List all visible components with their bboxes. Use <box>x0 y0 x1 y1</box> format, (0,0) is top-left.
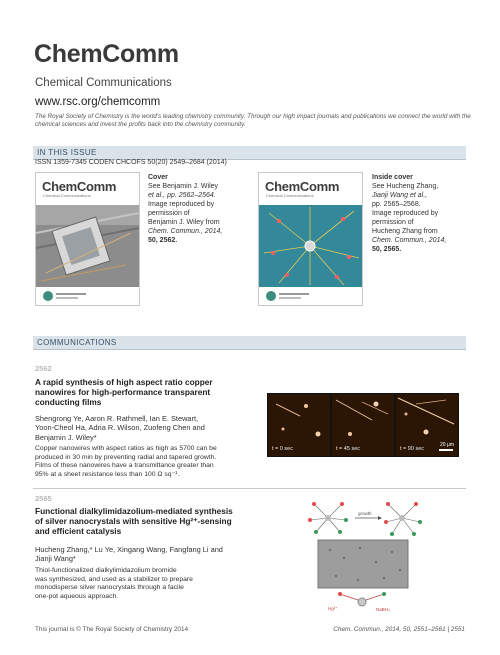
cover-image[interactable] <box>35 172 140 306</box>
article-authors-line: Shengrong Ye, Aaron R. Rathmell, Ian E. Stewart, <box>35 414 199 423</box>
article-title-line: of silver nanocrystals with sensitive Hg²⁺-sensing <box>35 516 232 526</box>
synthesis-scheme-figure <box>300 498 425 616</box>
cover-artwork <box>36 173 139 305</box>
growth-label: growth <box>358 511 372 516</box>
footer-copyright: This journal is © The Royal Society of Chemistry 2014 <box>35 626 189 633</box>
inside-cover-caption-heading: Inside cover <box>372 174 413 181</box>
article-abstract-line: was synthesized, and used as a stabilizer to prepare <box>35 575 193 583</box>
inside-cover-caption-line: Chem. Commun., 2014, <box>372 237 447 244</box>
article-abstract-line: one-pot aqueous approach. <box>35 592 119 600</box>
footer-citation: Chem. Commun., 2014, 50, 2551–2561 | 2551 <box>333 626 465 633</box>
cover-caption-line: Benjamin J. Wiley from <box>148 219 220 226</box>
issn-line: ISSN 1359-7345 CODEN CHCOFS 50(20) 2549–2684 (2014) <box>35 159 227 166</box>
article-authors-line: Hucheng Zhang,* Lu Ye, Xingang Wang, Fangfang Li and <box>35 545 223 554</box>
article-abstract-line: 95% at a sheet resistance less than 100 Ω sq⁻¹. <box>35 470 180 478</box>
in-this-issue-bar <box>33 146 466 160</box>
article-abstract-line: monodisperse silver nanocrystals through a facile <box>35 584 184 592</box>
scale-bar <box>439 449 453 451</box>
inside-cover-caption-line: 50, 2565. <box>372 246 402 253</box>
article-authors-line: Yoon-Cheol Ha, Adria R. Wilson, Zuofeng Chen and <box>35 423 205 433</box>
cover-caption-line: et al., pp. 2562–2564. <box>148 192 216 199</box>
journal-logo: ChemComm <box>34 40 179 68</box>
article-authors-line: Benjamin J. Wiley* <box>35 432 97 442</box>
cover-logo-sub: Chemical Communications <box>43 193 91 198</box>
inside-cover-caption-line: See Hucheng Zhang, <box>372 183 439 190</box>
hg-label: Hg²⁺ <box>328 606 338 611</box>
cover-caption <box>148 173 258 245</box>
article-abstract <box>35 567 240 601</box>
article-abstract-line: Films of these nanowires have a transmittance greater than <box>35 462 214 470</box>
article-title[interactable] <box>35 377 250 407</box>
cover-caption-line: Image reproduced by <box>148 201 215 208</box>
inside-cover-caption-line: permission of <box>372 219 414 226</box>
article-abstract <box>35 445 240 479</box>
article-title-line: A rapid synthesis of high aspect ratio copper <box>35 377 213 387</box>
molecule-cluster-left <box>308 502 348 534</box>
article-abstract-line: produced in 30 min by preventing radial and tapered growth. <box>35 453 217 461</box>
cover-logo: ChemComm <box>42 179 117 194</box>
article-title-line: nanowires for high-performance transparent <box>35 387 211 397</box>
article-authors <box>35 545 255 564</box>
inside-cover-caption <box>372 173 472 254</box>
article-title-line: and efficient catalysis <box>35 526 122 536</box>
nabh4-label: NaBH₄ <box>376 607 390 612</box>
communications-label: COMMUNICATIONS <box>37 338 117 347</box>
inside-cover-caption-line: Jianji Wang et al., <box>372 192 428 199</box>
in-this-issue-label: IN THIS ISSUE <box>37 148 97 157</box>
inside-cover-logo: ChemComm <box>265 179 340 194</box>
cover-caption-line: See Benjamin J. Wiley <box>148 183 219 190</box>
journal-url[interactable]: www.rsc.org/chemcomm <box>35 96 161 108</box>
journal-subtitle: Chemical Communications <box>35 77 172 89</box>
molecule-cluster-right <box>384 502 422 536</box>
inside-cover-caption-line: Hucheng Zhang from <box>372 228 438 235</box>
reaction-scheme-bottom <box>328 592 390 612</box>
frame-time-label: t = 0 sec <box>272 446 293 452</box>
cover-caption-line: 50, 2562. <box>148 237 178 244</box>
cover-caption-line: permission of <box>148 210 190 217</box>
article-authors-line: Jianji Wang* <box>35 554 76 564</box>
article-title-line: conducting films <box>35 397 102 407</box>
article-page-number: 2562 <box>35 364 52 373</box>
inside-cover-image[interactable] <box>258 172 363 306</box>
cover-caption-line: Chem. Commun., 2014, <box>148 228 223 235</box>
article-title[interactable] <box>35 506 260 536</box>
scale-bar-label: 20 μm <box>440 442 454 448</box>
article-authors <box>35 414 245 442</box>
micrograph-frame <box>395 393 459 457</box>
frame-time-label: t = 90 sec <box>400 446 425 452</box>
article-abstract-line: Thiol-functionalized dialkylimidazolium bromide <box>35 567 177 574</box>
micrograph-frame <box>331 393 395 457</box>
inside-cover-logo-sub: Chemical Communications <box>266 193 314 198</box>
tem-image <box>318 540 408 588</box>
article-divider <box>33 488 466 489</box>
cover-caption-heading: Cover <box>148 174 168 181</box>
inside-cover-caption-line: Image reproduced by <box>372 210 439 217</box>
micrograph-frame <box>267 393 331 457</box>
rsc-blurb: The Royal Society of Chemistry is the world's leading chemistry community. Through our high impact journals and publications we connect the world with the chemical sciences and invest the profits back into the chemistry community. <box>35 113 471 129</box>
article-title-line: Functional dialkylimidazolium-mediated synthesis <box>35 506 233 516</box>
article-page-number: 2565 <box>35 494 52 503</box>
frame-time-label: t = 45 sec <box>336 446 361 452</box>
inside-cover-artwork <box>259 173 362 305</box>
inside-cover-caption-line: pp. 2565–2568. <box>372 201 421 208</box>
article-abstract-line: Copper nanowires with aspect ratios as high as 5700 can be <box>35 445 217 452</box>
communications-bar <box>33 336 466 350</box>
